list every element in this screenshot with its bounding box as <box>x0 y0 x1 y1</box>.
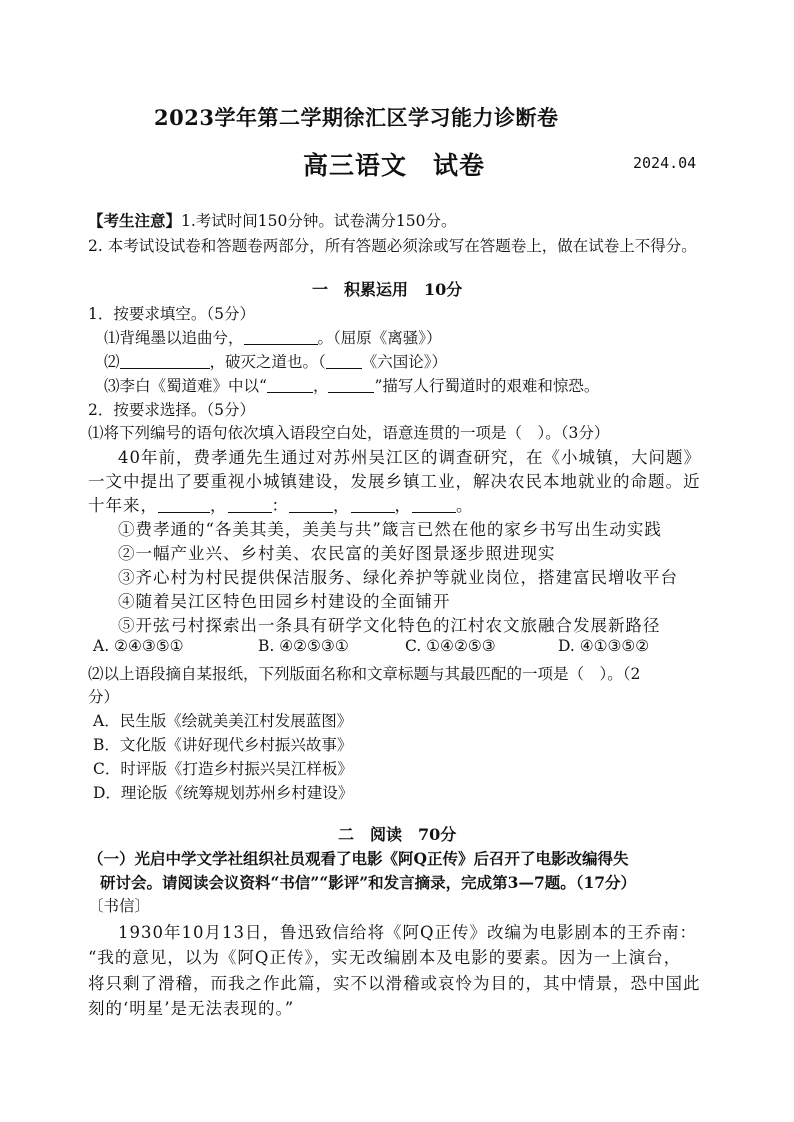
choice-d[interactable]: D．理论版《统筹规划苏州乡村建设》 <box>93 784 354 802</box>
choice-b[interactable]: B．文化版《讲好现代乡村振兴故事》 <box>93 736 353 754</box>
letter-label: 〔书信〕 <box>88 897 151 915</box>
letter-line-3: 将只剩了滑稽，而我之作此篇，实不以滑稽或哀怜为目的，其中情景，恐中国此 <box>88 974 701 993</box>
exam-date: 2024.04 <box>633 154 697 172</box>
q1-blank-1[interactable] <box>244 330 318 345</box>
q2-sub2-line-1: ⑵以上语段摘自某报纸，下列版面名称和文章标题与其最匹配的一项是（ ）。（2 <box>88 665 641 683</box>
exam-title: 2023学年第二学期徐汇区学习能力诊断卷 <box>154 105 559 130</box>
q1-item-2-text: ，破灭之道也。（ <box>209 353 326 371</box>
section-2-title: 二 阅读 70分 <box>338 825 457 844</box>
q1-item-3-text: ⑶李白《蜀道难》中以“ <box>104 377 267 395</box>
choice-a[interactable]: A．民生版《绘就美美江村发展蓝图》 <box>93 712 353 730</box>
passage-line-3 <box>88 492 474 516</box>
passage-end: 。 <box>456 496 474 515</box>
passage-line-3-text: 十年来， <box>88 496 158 515</box>
q1-item-1-source: 。（屈原《离骚》） <box>317 329 442 347</box>
option-c[interactable]: C. ①④②⑤③ <box>405 637 496 655</box>
q2-stem: 2．按要求选择。（5分） <box>88 401 255 419</box>
sentence-item-2: ②一幅产业兴、乡村美、农民富的美好图景逐步照进现实 <box>118 544 556 563</box>
passage-sep-3: ， <box>333 496 351 515</box>
option-b[interactable]: B. ④②⑤③① <box>258 637 349 655</box>
sentence-item-3: ③齐心村为村民提供保洁服务、绿化养护等就业岗位，搭建富民增收平台 <box>118 568 678 587</box>
q1-item-3-sep: ， <box>312 377 329 395</box>
passage-blank-4[interactable] <box>351 498 395 513</box>
section-1-title: 一 积累运用 10分 <box>312 280 463 299</box>
passage-blank-3[interactable] <box>289 498 333 513</box>
passage-blank-5[interactable] <box>412 498 456 513</box>
passage-blank-1[interactable] <box>158 498 210 513</box>
q1-item-2 <box>104 350 447 372</box>
option-a[interactable]: A. ②④③⑤① <box>93 637 184 655</box>
passage-line-2: 一文中提出了要重视小城镇建设，发展乡镇工业，解决农民本地就业的命题。近 <box>88 472 701 491</box>
passage-sep-2: ： <box>271 496 289 515</box>
choice-c[interactable]: C．时评版《打造乡村振兴吴江样板》 <box>93 760 353 778</box>
letter-line-1: 1930年10月13日，鲁迅致信给将《阿Q正传》改编为电影剧本的王乔南： <box>118 923 698 942</box>
q1-blank-4[interactable] <box>267 378 313 393</box>
q1-stem: 1．按要求填空。（5分） <box>88 305 255 323</box>
q1-item-1-text: ⑴背绳墨以追曲兮， <box>104 329 244 347</box>
q1-item-1 <box>104 326 442 348</box>
reading-intro-1: （一）光启中学文学社组织社员观看了电影《阿Q正传》后召开了电影改编得失 <box>88 849 629 868</box>
q1-blank-3[interactable] <box>326 354 362 369</box>
sentence-item-5: ⑤开弦弓村探索出一条具有研学文化特色的江村农文旅融合发展新路径 <box>118 616 661 635</box>
notice-label: 【考生注意】 <box>88 211 182 230</box>
passage-blank-2[interactable] <box>228 498 272 513</box>
q1-blank-2[interactable] <box>120 354 210 369</box>
passage-sep-4: ， <box>394 496 412 515</box>
notice-text-1: 1.考试时间150分钟。试卷满分150分。 <box>181 212 457 230</box>
exam-subtitle: 高三语文 试卷 <box>303 151 486 180</box>
notice-line-1 <box>88 209 456 231</box>
passage-line-1: 40年前，费孝通先生通过对苏州吴江区的调查研究，在《小城镇，大问题》 <box>118 448 701 467</box>
q2-sub2-line-2: 分） <box>88 688 120 706</box>
option-d[interactable]: D. ④①③⑤② <box>558 637 650 655</box>
q1-item-3-end: ”描写人行蜀道时的艰难和惊恐。 <box>374 377 600 395</box>
q1-item-2-num: ⑵ <box>104 353 120 371</box>
q1-item-2-source: 《六国论》） <box>361 353 448 371</box>
reading-intro-2: 研讨会。请阅读会议资料“书信”“影评”和发言摘录，完成第3—7题。（17分） <box>100 873 637 892</box>
q2-sub1: ⑴将下列编号的语句依次填入语段空白处，语意连贯的一项是（ ）。（3分） <box>88 424 610 442</box>
notice-line-2: 2. 本考试设试卷和答题卷两部分，所有答题必须涂或写在答题卷上，做在试卷上不得分。 <box>88 237 697 255</box>
q1-item-3 <box>104 374 599 396</box>
sentence-item-4: ④随着吴江区特色田园乡村建设的全面铺开 <box>118 592 451 611</box>
letter-line-2: “我的意见，以为《阿Q正传》，实无改编剧本及电影的要素。因为一上演台， <box>88 948 682 967</box>
q1-blank-5[interactable] <box>328 378 374 393</box>
passage-sep-1: ， <box>210 496 228 515</box>
letter-line-4: 刻的‘明星’是无法表现的。” <box>88 999 295 1018</box>
sentence-item-1: ①费孝通的“各美其美，美美与共”箴言已然在他的家乡书写出生动实践 <box>118 520 662 539</box>
